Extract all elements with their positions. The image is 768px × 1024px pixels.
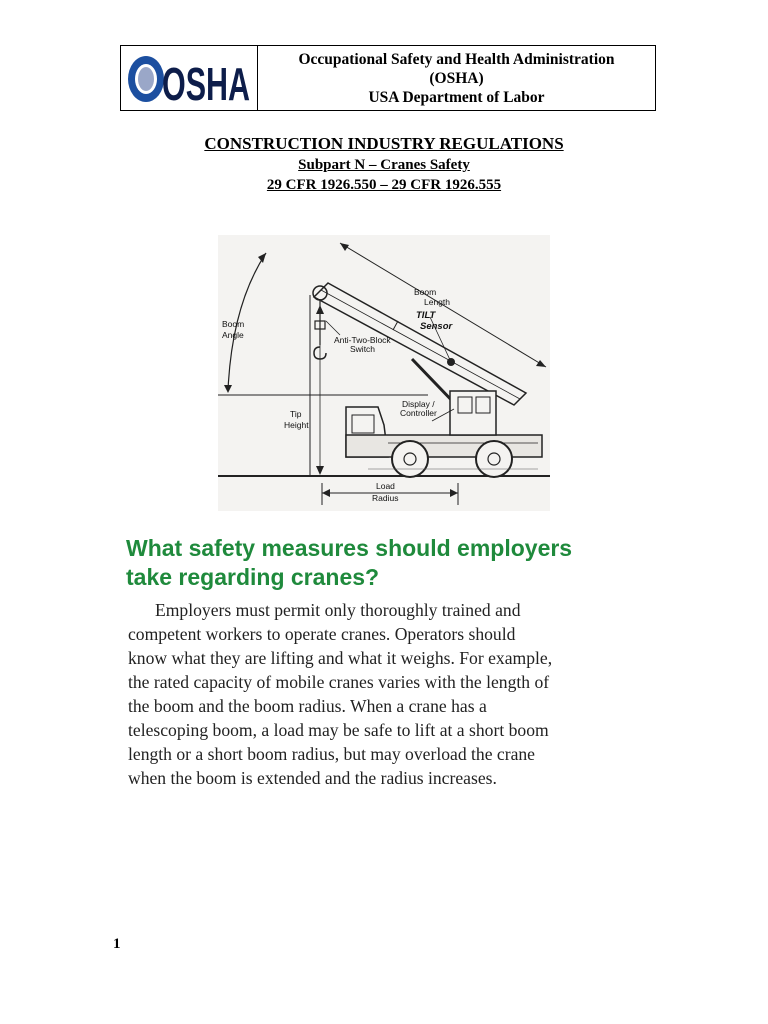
label-anti-two-block-line2: Switch <box>350 344 376 354</box>
label-load-radius-line1: Load <box>376 481 395 491</box>
label-anti-two-block-line1: Anti-Two-Block <box>334 335 391 345</box>
label-tilt-line1: TILT <box>416 310 436 321</box>
main-title: CONSTRUCTION INDUSTRY REGULATIONS <box>204 134 564 153</box>
osha-logo-graphic <box>124 48 254 108</box>
agency-abbrev: (OSHA) <box>429 69 484 87</box>
question-line-2: take regarding cranes? <box>126 564 380 590</box>
label-tilt-line2: Sensor <box>420 321 453 332</box>
document-titles <box>0 133 768 195</box>
paragraph-line: length or a short boom radius, but may overload the crane <box>128 744 535 764</box>
agency-name: Occupational Safety and Health Administration <box>298 50 615 68</box>
paragraph-line: know what they are lifting and what it weighs. For example, <box>128 648 553 668</box>
page-number: 1 <box>113 936 121 952</box>
subpart-title: Subpart N – Cranes Safety <box>298 157 470 173</box>
paragraph-line: competent workers to operate cranes. Operators should <box>128 624 516 644</box>
paragraph-line: Employers must permit only thoroughly trained and <box>155 600 521 620</box>
label-display-line2: Controller <box>400 408 437 418</box>
label-load-radius-line2: Radius <box>372 493 399 503</box>
paragraph-line: telescoping boom, a load may be safe to lift at a short boom <box>128 720 549 740</box>
label-display-line1: Display / <box>402 399 435 409</box>
agency-info <box>258 46 655 110</box>
department-name: USA Department of Labor <box>368 88 545 106</box>
label-boom-angle-line1: Boom <box>222 319 245 329</box>
paragraph-line: the rated capacity of mobile cranes varies with the length of <box>128 672 550 692</box>
section-question-heading <box>126 534 646 592</box>
label-boom-angle-line2: Angle <box>222 330 244 340</box>
label-tip-height-line2: Height <box>284 420 309 430</box>
crane-illustration <box>218 235 550 511</box>
answer-paragraph <box>128 598 658 790</box>
osha-logo <box>121 46 258 110</box>
label-tip-height-line1: Tip <box>290 409 302 419</box>
paragraph-line: when the boom is extended and the radius increases. <box>128 768 497 788</box>
paragraph-line: the boom and the boom radius. When a crane has a <box>128 696 487 716</box>
crane-diagram <box>218 235 550 511</box>
logo-text: OSHA <box>162 58 250 110</box>
question-line-1: What safety measures should employers <box>126 535 573 561</box>
header-table <box>120 45 656 111</box>
cfr-reference: 29 CFR 1926.550 – 29 CFR 1926.555 <box>266 177 502 193</box>
label-boom-length-line2: Length <box>424 297 450 307</box>
label-boom-length-line1: Boom <box>414 287 437 297</box>
